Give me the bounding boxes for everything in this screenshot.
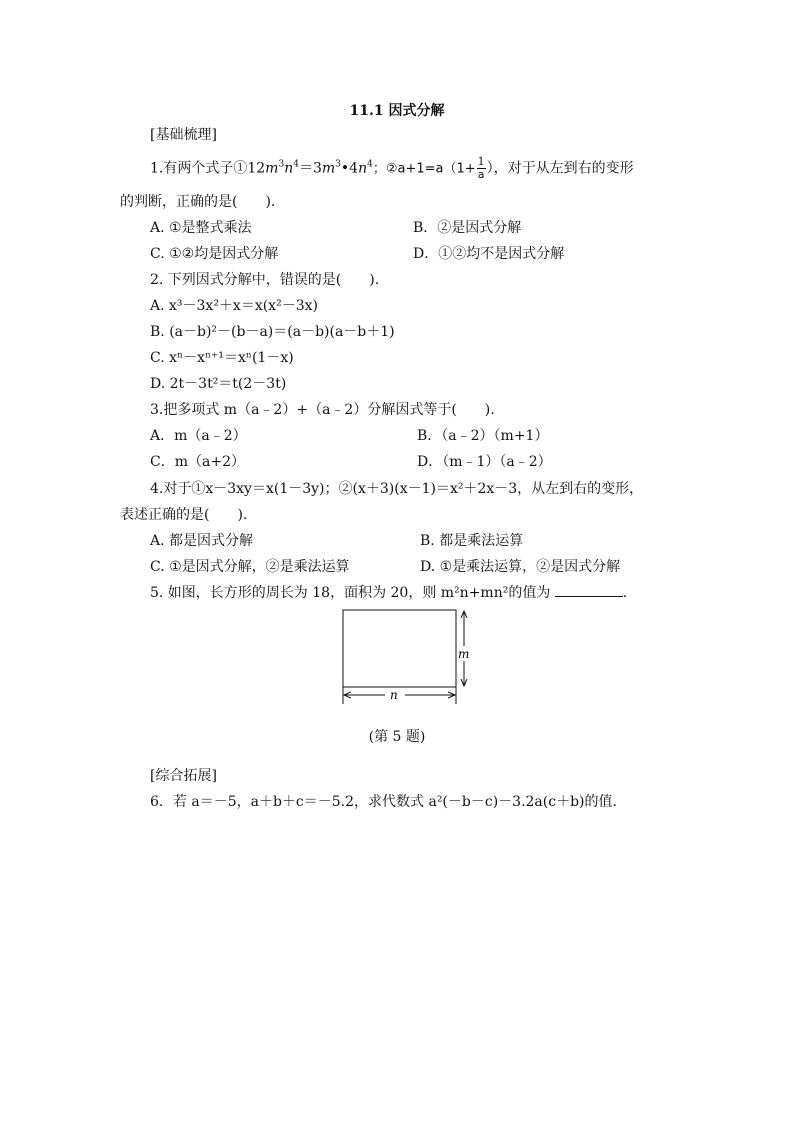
q2-option-d[interactable]: D. 2t－3t²＝t(2－3t) xyxy=(150,376,287,392)
question-4-line-1: 4.对于①x－3xy＝x(1－3y)；②(x＋3)(x－1)＝x²＋2x－3，从左到右的变形， xyxy=(150,481,644,497)
question-5-stem: 5. 如图，长方形的周长为 18，面积为 20，则 m²n+mn²的值为 . xyxy=(150,585,628,601)
q1-option-b[interactable]: B．②是因式分解 xyxy=(413,220,522,236)
q4-option-a[interactable]: A. 都是因式分解 xyxy=(150,533,254,549)
q3-option-b[interactable]: B．（a﹣2）（m+1） xyxy=(417,428,549,444)
section-heading-extension: [综合拓展] xyxy=(150,768,217,784)
page-title: 11.1 因式分解 xyxy=(349,103,445,119)
q3-option-c[interactable]: C．m（a+2） xyxy=(150,454,245,470)
fraction-one-over-a: $\frac{1}{a}$ xyxy=(477,155,485,181)
label-n: n xyxy=(390,688,398,702)
q4-option-c[interactable]: C. ①是因式分解，②是乘法运算 xyxy=(150,559,350,575)
q3-option-a[interactable]: A．m（a﹣2） xyxy=(150,428,247,444)
question-4-line-2: 表述正确的是( ). xyxy=(120,507,248,523)
figure-caption: (第 5 题) xyxy=(368,729,426,745)
q4-option-b[interactable]: B. 都是乘法运算 xyxy=(420,533,524,549)
q3-option-d[interactable]: D．（m﹣1）（a﹣2） xyxy=(417,454,552,470)
rectangle-outline xyxy=(343,610,456,687)
rectangle-figure xyxy=(330,606,480,708)
q1-option-d[interactable]: D．①②均不是因式分解 xyxy=(413,246,565,262)
question-2-stem: 2. 下列因式分解中，错误的是( ). xyxy=(150,272,380,288)
q1-option-c[interactable]: C. ①②均是因式分解 xyxy=(150,246,279,262)
answer-blank[interactable] xyxy=(555,584,623,597)
label-m: m xyxy=(458,647,470,661)
q1-option-a[interactable]: A. ①是整式乘法 xyxy=(150,220,252,236)
q2-option-c[interactable]: C. xⁿ－xⁿ⁺¹＝xⁿ(1－x) xyxy=(150,350,294,366)
question-1-line-1: 1.有两个式子$①12m^3n^4=3m^3•4n^4$；②a+1=a（1+ $\frac{1}{a}$ ），对于从左到右的变形 xyxy=(150,155,634,181)
q2-option-b[interactable]: B. (a－b)²－(b－a)＝(a－b)(a－b＋1) xyxy=(150,324,395,340)
question-6-stem: 6．若 a＝－5，a＋b＋c＝－5.2，求代数式 a²(－b－c)－3.2a(c＋b)的值. xyxy=(150,794,617,810)
question-1-line-2: 的判断，正确的是( ). xyxy=(120,194,276,210)
section-heading-basic: [基础梳理] xyxy=(150,127,217,143)
question-3-stem: 3.把多项式 m（a﹣2）+（a﹣2）分解因式等于( ). xyxy=(150,402,495,418)
q2-option-a[interactable]: A. x³－3x²＋x＝x(x²－3x) xyxy=(150,298,318,314)
q4-option-d[interactable]: D. ①是乘法运算，②是因式分解 xyxy=(420,559,621,575)
